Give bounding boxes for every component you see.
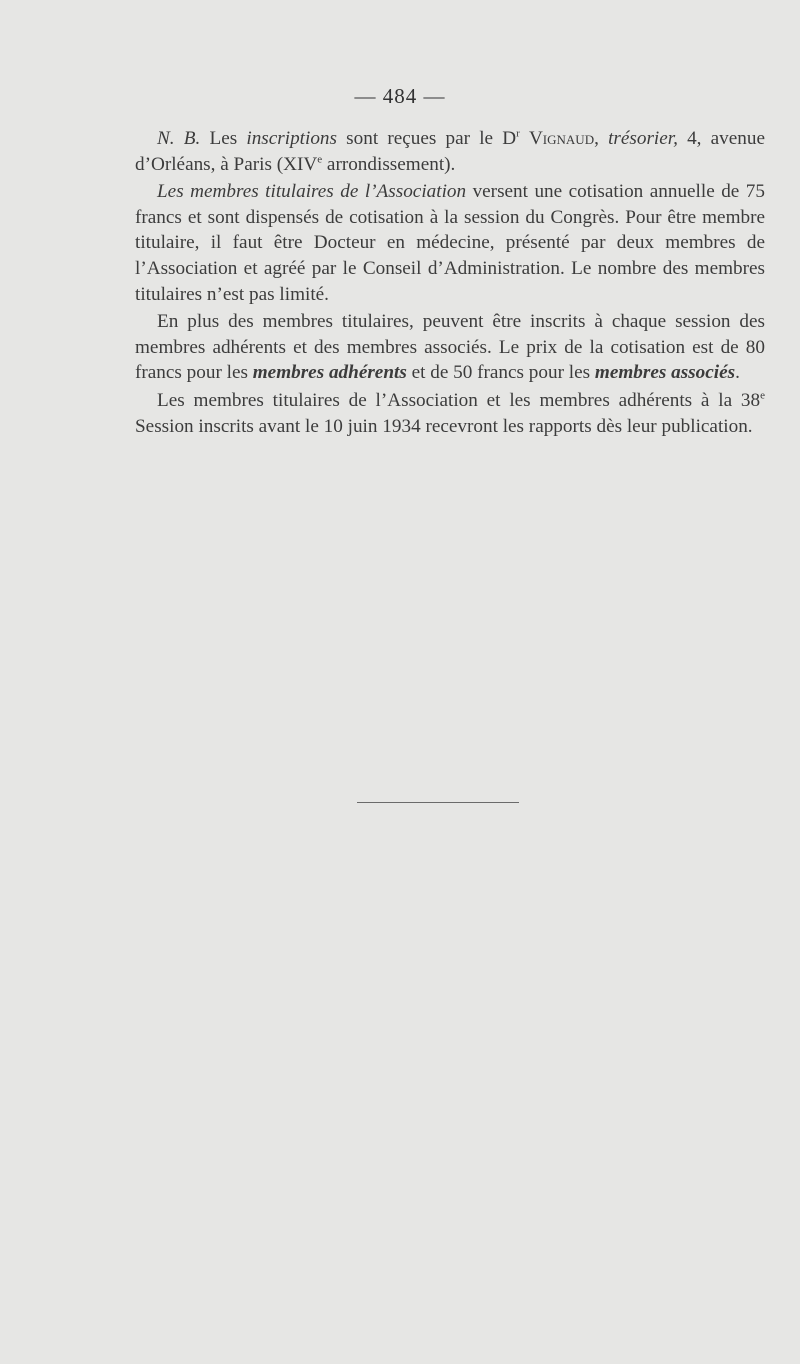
body-text: [135, 126, 765, 439]
text-run: En plus des membres titulaires, peuvent être inscrits à chaque session des membres adhérents et des membres associés. Le prix de la cotisation est de 80 francs pour les: [135, 311, 765, 384]
text-run: versent une cotisation annuelle de 75 francs et sont dispensés de cotisation à la session du Congrès. Pour être membre titulaire, il faut être Docteur en médecine, présenté par deux membres de l’Association et agréé par le Conseil d’Administration. Le nombre des membres titulaires n’est pas limité.: [135, 181, 765, 305]
text-run: ,: [594, 128, 609, 149]
treasurer-title: trésorier,: [608, 128, 678, 149]
paragraph-membres-titulaires: [135, 179, 765, 307]
membres-associes-term: membres associés: [594, 362, 736, 384]
dr-superscript: r: [516, 127, 520, 140]
inscriptions-term: inscriptions: [246, 128, 337, 149]
text-run: et de 50 francs pour les: [406, 362, 595, 384]
membres-titulaires-heading: Les membres titulaires de l’Association: [157, 181, 467, 203]
session-superscript: e: [760, 389, 765, 402]
paragraph-nota-bene: [135, 126, 765, 177]
page-number: — 484 —: [354, 84, 446, 108]
text-run: sont reçues par le D: [337, 128, 517, 149]
paragraph-adherents-associes: [135, 309, 765, 386]
separator-rule: [357, 802, 519, 803]
text-run: arrondissement).: [322, 153, 456, 175]
treasurer-name: Vignaud: [528, 128, 595, 149]
text-run: .: [735, 362, 740, 384]
nb-label: N. B.: [157, 128, 201, 149]
text-run: Les: [200, 128, 247, 149]
membres-adherents-term: membres adhérents: [252, 362, 407, 384]
paragraph-rapports: [135, 388, 765, 439]
text-run: Session inscrits avant le 10 juin 1934 recevront les rapports dès leur publication.: [135, 415, 753, 437]
text-run: 4, avenue d’Orléans, à Paris (XIV: [135, 128, 765, 175]
text-run: Les membres titulaires de l’Association et les membres adhérents à la 38: [157, 389, 761, 411]
arrondissement-superscript: e: [317, 153, 323, 166]
